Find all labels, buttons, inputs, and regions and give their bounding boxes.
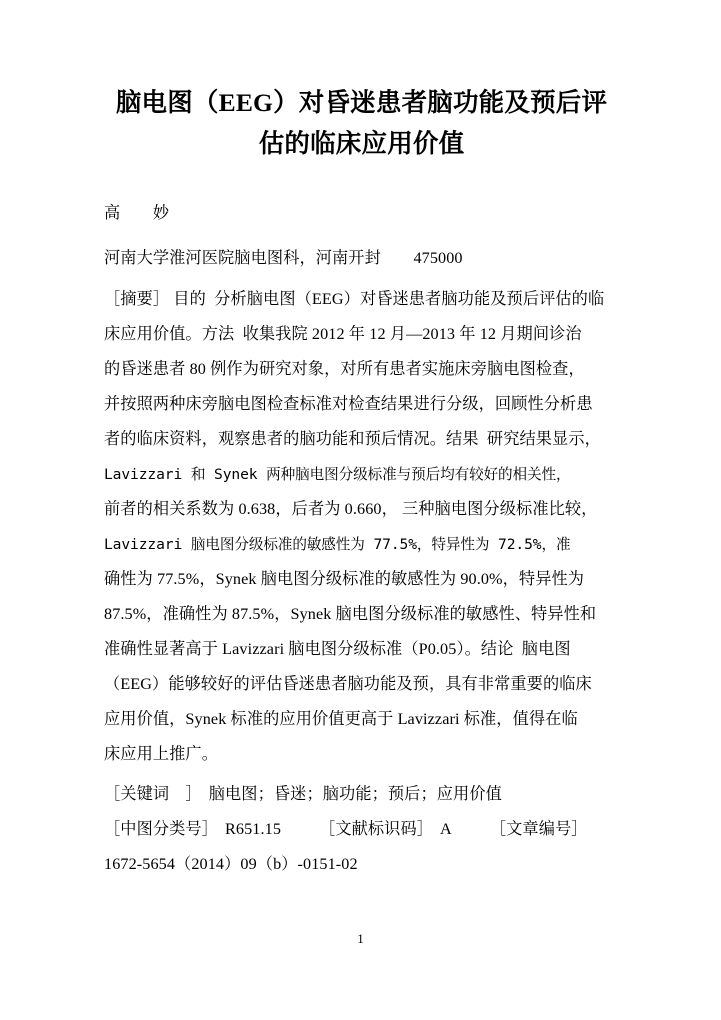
abstract-line: Lavizzari 和 Synek 两种脑电图分级标准与预后均有较好的相关性， [104,466,571,483]
article-id-value: 1672-5654（2014）09（b）-0151-02 [104,855,358,873]
author-name: 高 妙 [104,204,170,222]
abstract-line: 87.5%，准确性为 87.5%，Synek 脑电图分级标准的敏感性、特异性和 [104,605,597,623]
abstract-line: 确性为 77.5%，Synek 脑电图分级标准的敏感性为 90.0%，特异性为 [104,570,585,588]
title-line-1: 脑电图（EEG）对昏迷患者脑功能及预后评 [115,88,608,117]
abstract-line: Lavizzari 脑电图分级标准的敏感性为 77.5%，特异性为 72.5%，准 [104,536,571,553]
abstract-line: 前者的相关系数为 0.638，后者为 0.660， 三种脑电图分级标准比较， [104,500,598,518]
page-number: 1 [357,931,364,946]
article-id-label: ［文章编号］ [489,820,588,838]
title-line-2: 估的临床应用价值 [258,129,465,158]
clc-value: R651.15 [225,820,282,838]
abstract-line: ［摘要］ 目的 分析脑电图（EEG）对昏迷患者脑功能及预后评估的临 [104,290,605,308]
classification-row [104,812,620,847]
clc-label: ［中图分类号］ [104,820,219,838]
author-affiliation: 河南大学淮河医院脑电图科，河南开封 475000 [104,249,463,267]
document-code-value: A [440,820,452,838]
abstract-line: 床应用上推广。 [104,745,219,763]
keywords-text: 脑电图；昏迷；脑功能；预后；应用价值 [208,785,502,803]
keywords-label: ［关键词 ］ [104,785,202,803]
page-title [104,82,619,164]
abstract-line: 准确性显著高于 Lavizzari 脑电图分级标准（P0.05）。结论 脑电图 [104,640,571,658]
document-body [104,196,620,882]
abstract-line: 的昏迷患者 80 例作为研究对象，对所有患者实施床旁脑电图检查， [104,360,585,378]
keywords-row [104,777,620,812]
abstract-line: 并按照两种床旁脑电图检查标准对检查结果进行分级，回顾性分析患 [104,395,593,413]
spacer-after-author [104,231,620,241]
document-code-label: ［文献标识码］ [319,820,434,838]
abstract-line: 床应用价值。方法 收集我院 2012 年 12 月—2013 年 12 月期间诊治 [104,325,582,343]
abstract-line: 应用价值，Synek 标准的应用价值更高于 Lavizzari 标准，值得在临 [104,710,578,728]
abstract-line: 者的临床资料，观察患者的脑功能和预后情况。结果 研究结果显示， [104,430,601,448]
abstract-line: （EEG）能够较好的评估昏迷患者脑功能及预，具有非常重要的临床 [104,675,592,693]
